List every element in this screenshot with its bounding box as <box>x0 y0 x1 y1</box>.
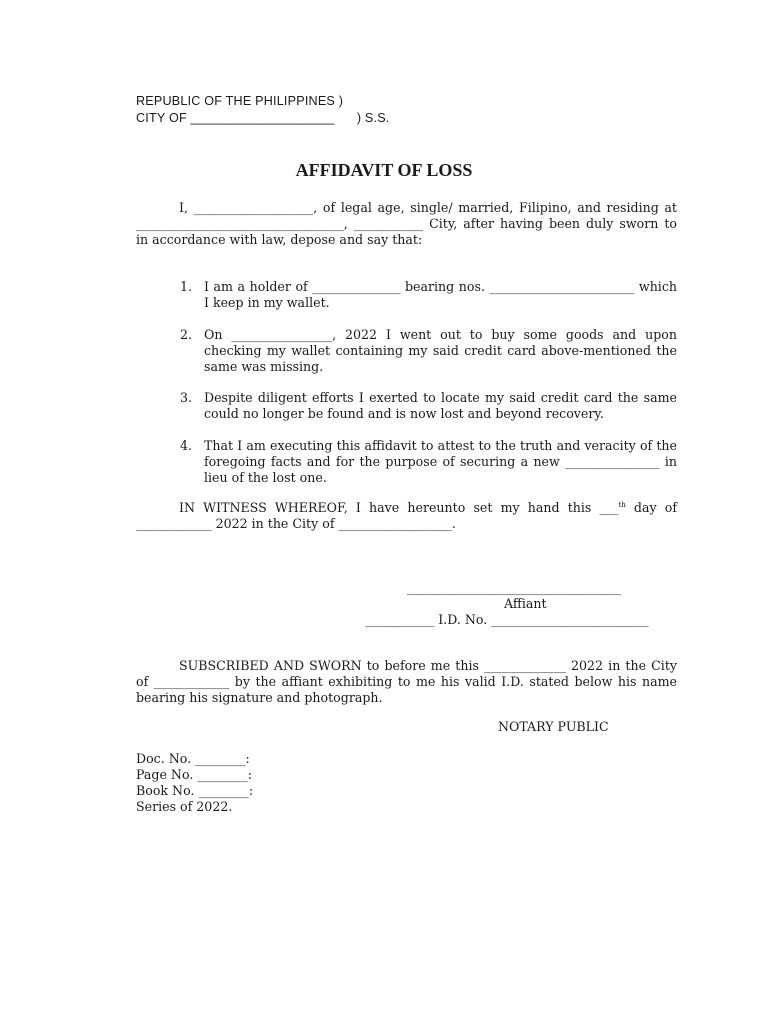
witness-ordinal-suffix: th <box>618 500 626 509</box>
witness-text-start: IN WITNESS WHEREOF, I have hereunto set my hand this ___ <box>179 500 619 515</box>
document-title: AFFIDAVIT OF LOSS <box>295 160 473 180</box>
header-republic: REPUBLIC OF THE PHILIPPINES ) <box>136 94 344 108</box>
series-year: Series of 2022. <box>136 799 233 814</box>
doc-number: Doc. No. ________: <box>136 751 250 766</box>
header-city: CITY OF ____________________ ) S.S. <box>136 111 390 125</box>
notary-public-label: NOTARY PUBLIC <box>498 719 609 734</box>
affiant-signature-line: __________________________________ <box>407 580 622 595</box>
item-text: Despite diligent efforts I exerted to locate my said credit card the same could no longer be found and is now lost and beyond recovery. <box>204 390 677 421</box>
affiant-id-line: ___________ I.D. No. _________________________ <box>365 612 649 627</box>
item-text: That I am executing this affidavit to attest to the truth and veracity of the foregoing facts and for the purpose of securing a new _______________ in lieu of the lost one. <box>204 438 677 485</box>
witness-text-end: day of ____________ 2022 in the City of __________________. <box>136 500 677 531</box>
book-number: Book No. ________: <box>136 783 254 798</box>
page-number: Page No. ________: <box>136 767 252 782</box>
item-text: On ________________, 2022 I went out to buy some goods and upon checking my wallet containing my said credit card above-mentioned the same was missing. <box>204 327 677 374</box>
item-number: 3. <box>180 390 193 405</box>
item-number: 1. <box>180 279 193 294</box>
affiant-label: Affiant <box>504 596 547 611</box>
intro-paragraph: I, ___________________, of legal age, single/ married, Filipino, and residing at _________________________________, ___________ City, after having been duly sworn to in accordance with law, depose and say that: <box>136 200 677 247</box>
witness-paragraph <box>136 500 677 532</box>
item-number: 2. <box>180 327 193 342</box>
item-number: 4. <box>180 438 193 453</box>
item-text: I am a holder of ______________ bearing nos. _______________________ which I keep in my wallet. <box>204 279 677 310</box>
jurat-paragraph: SUBSCRIBED AND SWORN to before me this _____________ 2022 in the City of ____________ by the affiant exhibiting to me his valid I.D. stated below his name bearing his signature and photograph. <box>136 658 677 705</box>
